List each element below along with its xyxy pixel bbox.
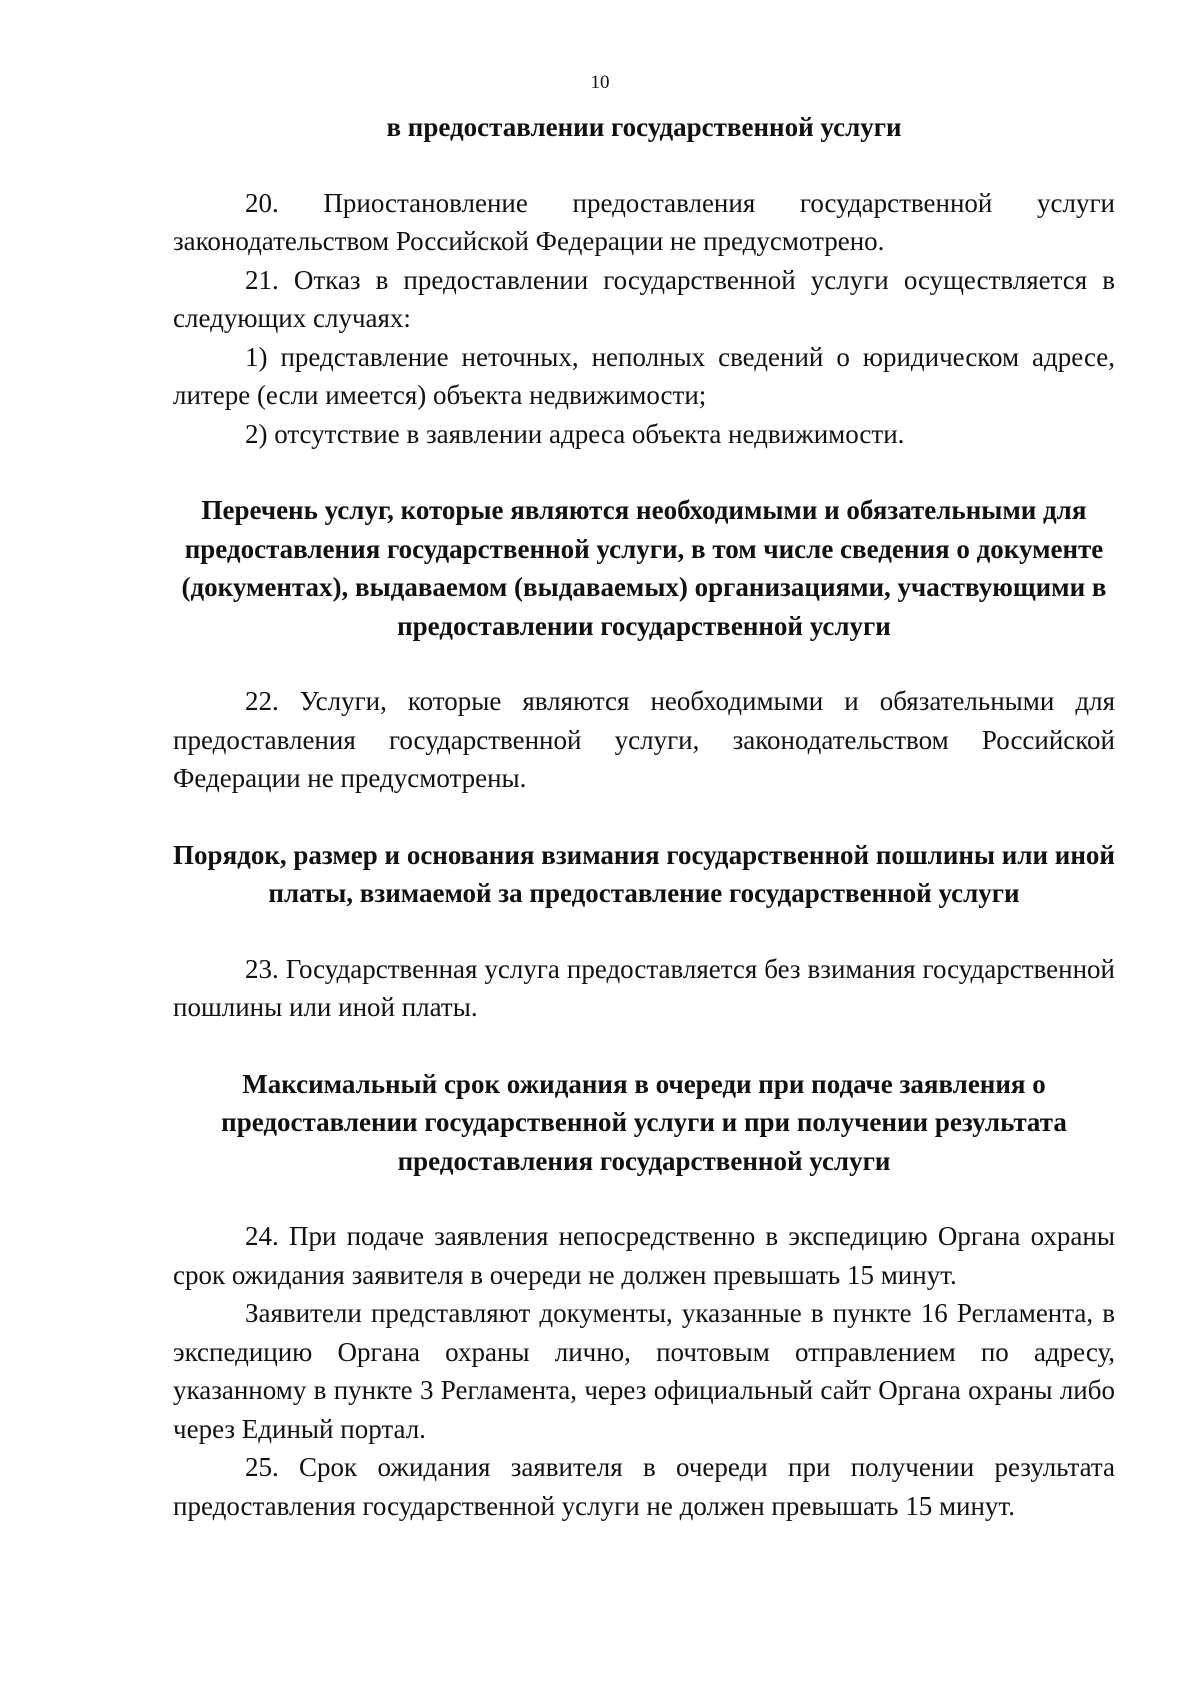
- spacer: [173, 798, 1115, 836]
- paragraph-21: 21. Отказ в предоставлении государственной услуги осуществляется в следующих случаях:: [173, 264, 1115, 333]
- paragraph-22: 22. Услуги, которые являются необходимыми и обязательными для предоставления государственной услуги, законодательством Российской Федерации не предусмотрены.: [173, 686, 1115, 793]
- spacer: [173, 1180, 1115, 1217]
- spacer: [173, 645, 1115, 682]
- section-heading-fees: Порядок, размер и основания взимания государственной пошлины или иной платы, взимаемой за предоставление государственной услуги: [173, 839, 1115, 908]
- page-number: 10: [590, 72, 610, 93]
- paragraph-23: 23. Государственная услуга предоставляется без взимания государственной пошлины или иной платы.: [173, 953, 1115, 1022]
- section-heading-waiting-time: Максимальный срок ожидания в очереди при подаче заявления о предоставлении государственной услуги и при получении результата предоставления государственной услуги: [221, 1068, 1067, 1176]
- spacer: [173, 453, 1115, 491]
- paragraph-applicants: Заявители представляют документы, указанные в пункте 16 Регламента, в экспедицию Органа охраны лично, почтовым отправлением по адресу, указанному в пункте 3 Регламента, через официальный сайт Органа охраны либо через Единый портал.: [173, 1298, 1115, 1444]
- list-item-2: 2) отсутствие в заявлении адреса объекта недвижимости.: [245, 418, 905, 449]
- section-heading-required-services: Перечень услуг, которые являются необходимыми и обязательными для предоставления государственной услуги, в том числе сведения о документе (документах), выдаваемом (выдаваемых) организациями, участвующими в предоставлении государственной услуги: [181, 495, 1107, 641]
- spacer: [173, 147, 1115, 184]
- document-body: [173, 108, 1115, 1525]
- list-item-1: 1) представление неточных, неполных сведений о юридическом адресе, литере (если имеется) объекта недвижимости;: [173, 341, 1115, 410]
- paragraph-20: 20. Приостановление предоставления государственной услуги законодательством Российской Федерации не предусмотрено.: [173, 187, 1115, 256]
- spacer: [173, 1027, 1115, 1065]
- section-heading-continuation: в предоставлении государственной услуги: [386, 112, 902, 142]
- paragraph-25: 25. Срок ожидания заявителя в очереди при получении результата предоставления государственной услуги не должен превышать 15 минут.: [173, 1452, 1115, 1521]
- spacer: [173, 913, 1115, 950]
- paragraph-24: 24. При подаче заявления непосредственно в экспедицию Органа охраны срок ожидания заявителя в очереди не должен превышать 15 минут.: [173, 1221, 1115, 1290]
